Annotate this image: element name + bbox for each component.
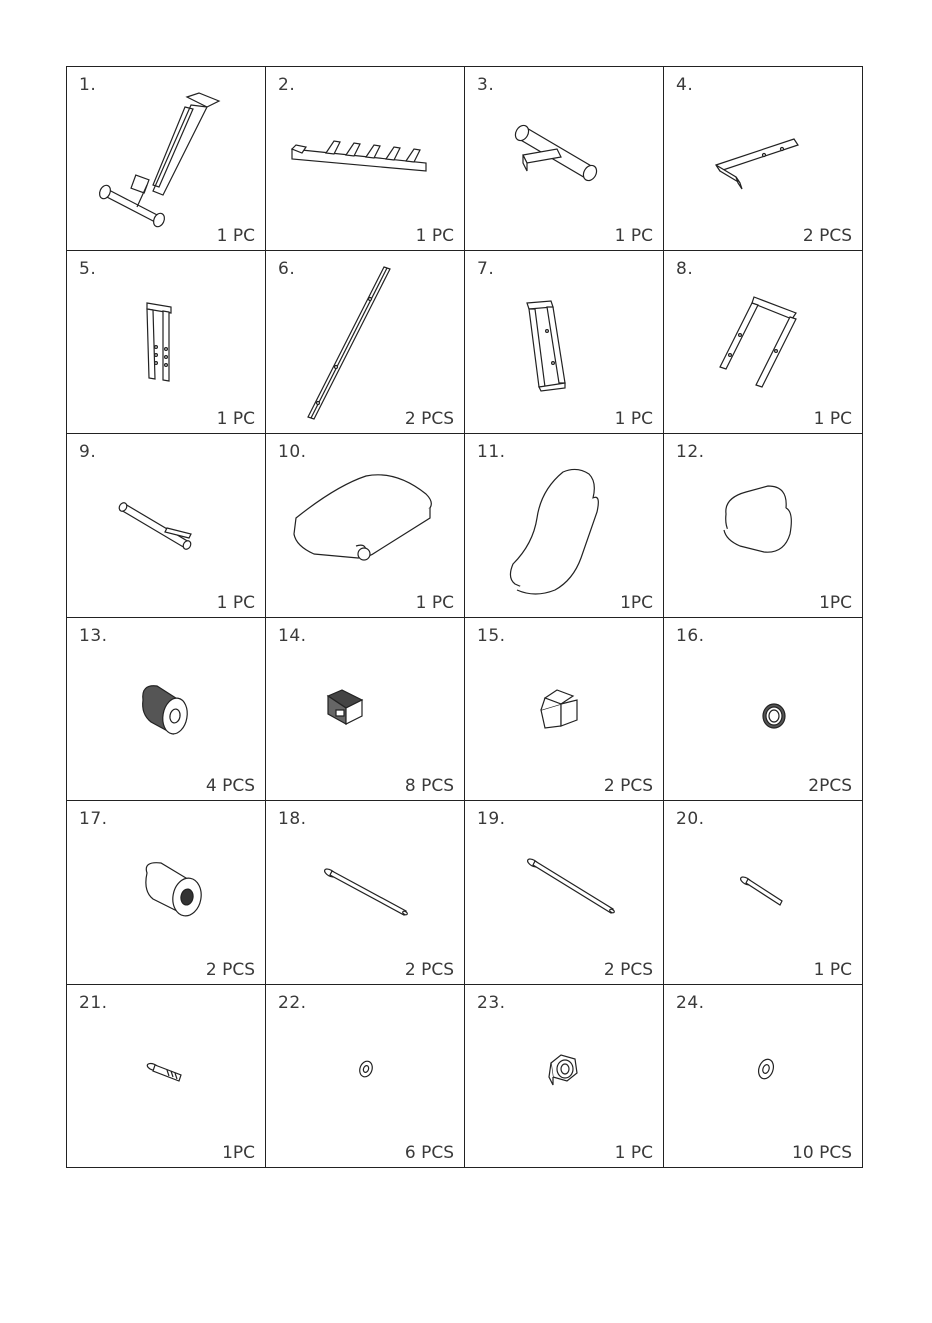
long-rail-icon (266, 251, 465, 434)
part-quantity: 1 PC (415, 592, 454, 613)
adjustment-rack-bar-icon (266, 67, 465, 250)
part-cell-7 (465, 251, 664, 435)
part-cell-16 (664, 618, 863, 802)
part-quantity: 1 PC (216, 592, 255, 613)
part-number: 9. (79, 442, 97, 462)
part-number: 6. (278, 258, 296, 279)
part-cell-14 (266, 618, 465, 802)
part-quantity: 1 PC (813, 959, 852, 980)
part-cell-21 (67, 985, 266, 1169)
part-number: 24. (676, 992, 705, 1013)
rectangular-frame-icon (465, 251, 664, 434)
part-quantity: 1PC (222, 1143, 255, 1163)
part-number: 12. (676, 442, 705, 462)
tube-with-bracket-icon (465, 67, 664, 250)
long-bolt-icon (465, 801, 664, 984)
part-quantity: 8 PCS (404, 776, 454, 796)
part-quantity: 2 PCS (205, 959, 255, 980)
part-cell-23 (465, 985, 664, 1169)
part-cell-1 (67, 67, 266, 251)
u-frame-icon (664, 251, 863, 434)
part-cell-4 (664, 67, 863, 251)
part-number: 7. (477, 258, 495, 279)
part-number: 2. (278, 75, 296, 95)
part-number: 17. (79, 809, 108, 829)
part-cell-5 (67, 251, 266, 435)
foam-roller-icon (67, 618, 266, 801)
part-quantity: 1 PC (614, 409, 653, 429)
part-number: 10. (278, 442, 307, 462)
part-number: 4. (676, 75, 694, 95)
part-quantity: 2 PCS (404, 409, 454, 429)
part-quantity: 10 PCS (792, 1143, 852, 1163)
parts-grid (66, 66, 863, 1168)
part-quantity: 2PCS (808, 776, 852, 796)
part-number: 19. (477, 809, 506, 829)
part-quantity: 1 PC (216, 409, 255, 429)
large-roller-icon (67, 801, 266, 984)
medium-bolt-icon (664, 801, 863, 984)
part-quantity: 1 PC (614, 1143, 653, 1163)
part-quantity: 1PC (819, 592, 852, 613)
short-bolt-icon (67, 985, 266, 1168)
part-number: 16. (676, 625, 705, 646)
part-quantity: 1 PC (216, 225, 255, 246)
small-pad-icon (664, 434, 863, 617)
part-quantity: 1 PC (415, 225, 454, 246)
part-cell-22 (266, 985, 465, 1169)
part-number: 22. (278, 992, 307, 1013)
part-quantity: 1PC (620, 592, 653, 613)
part-number: 1. (79, 75, 97, 95)
part-quantity: 1 PC (813, 409, 852, 429)
back-pad-icon (465, 434, 664, 617)
fork-bracket-icon (67, 251, 266, 434)
part-cell-20 (664, 801, 863, 985)
part-number: 13. (79, 625, 108, 646)
part-quantity: 1 PC (614, 225, 653, 246)
part-quantity: 6 PCS (404, 1143, 454, 1163)
washer-icon (664, 985, 863, 1168)
part-quantity: 2 PCS (603, 959, 653, 980)
part-cell-18 (266, 801, 465, 985)
part-number: 5. (79, 258, 97, 279)
round-cap-icon (664, 618, 863, 801)
part-number: 18. (278, 809, 307, 829)
small-washer-icon (266, 985, 465, 1168)
part-cell-19 (465, 801, 664, 985)
l-bracket-icon (664, 67, 863, 250)
part-cell-6 (266, 251, 465, 435)
seat-pad-icon (266, 434, 465, 617)
part-cell-11 (465, 434, 664, 618)
part-quantity: 2 PCS (802, 225, 852, 246)
part-number: 3. (477, 75, 495, 95)
part-number: 23. (477, 992, 506, 1013)
part-cell-13 (67, 618, 266, 802)
part-cell-15 (465, 618, 664, 802)
part-cell-12 (664, 434, 863, 618)
lock-nut-icon (465, 985, 664, 1168)
part-cell-24 (664, 985, 863, 1169)
part-quantity: 2 PCS (404, 959, 454, 980)
short-tube-icon (67, 434, 266, 617)
square-cap-icon (465, 618, 664, 801)
part-cell-17 (67, 801, 266, 985)
part-number: 8. (676, 258, 694, 279)
part-cell-3 (465, 67, 664, 251)
part-number: 15. (477, 625, 506, 646)
part-number: 14. (278, 625, 307, 646)
end-cap-icon (266, 618, 465, 801)
part-cell-2 (266, 67, 465, 251)
t-frame-with-foot-tube-icon (67, 67, 266, 250)
long-bolt-icon (266, 801, 465, 984)
part-cell-9 (67, 434, 266, 618)
part-number: 11. (477, 442, 506, 462)
part-cell-8 (664, 251, 863, 435)
part-quantity: 4 PCS (205, 776, 255, 796)
part-number: 21. (79, 992, 108, 1013)
part-number: 20. (676, 809, 705, 829)
part-quantity: 2 PCS (603, 776, 653, 796)
part-cell-10 (266, 434, 465, 618)
